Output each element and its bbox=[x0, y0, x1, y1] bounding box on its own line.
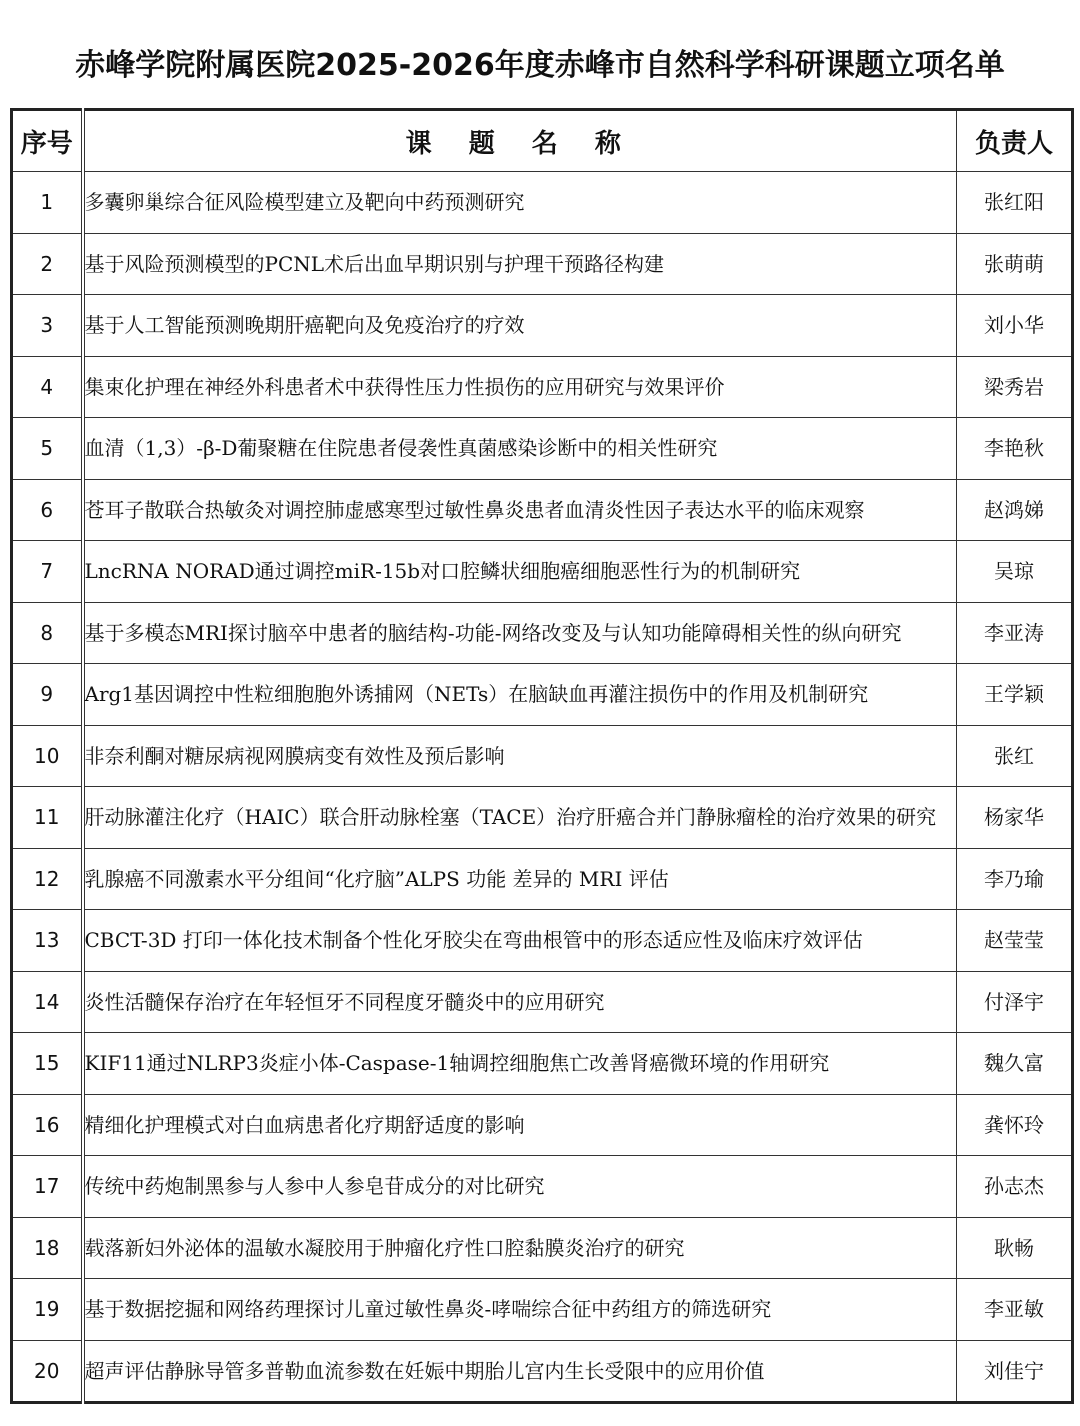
table-row bbox=[12, 1340, 1073, 1403]
row-leader: 李乃瑜 bbox=[957, 848, 1073, 910]
row-topic: 血清（1,3）-β-D葡聚糖在住院患者侵袭性真菌感染诊断中的相关性研究 bbox=[83, 418, 957, 480]
row-topic: 炎性活髓保存治疗在年轻恒牙不同程度牙髓炎中的应用研究 bbox=[83, 971, 957, 1033]
table-body bbox=[12, 172, 1073, 1403]
table-row bbox=[12, 1033, 1073, 1095]
row-topic: 多囊卵巢综合征风险模型建立及靶向中药预测研究 bbox=[83, 172, 957, 234]
row-topic: 肝动脉灌注化疗（HAIC）联合肝动脉栓塞（TACE）治疗肝癌合并门静脉瘤栓的治疗效果的研究 bbox=[83, 787, 957, 849]
row-leader: 王学颖 bbox=[957, 664, 1073, 726]
row-leader: 张红阳 bbox=[957, 172, 1073, 234]
row-leader: 吴琼 bbox=[957, 541, 1073, 603]
header-index: 序号 bbox=[12, 110, 83, 172]
row-topic: LncRNA NORAD通过调控miR-15b对口腔鳞状细胞癌细胞恶性行为的机制研究 bbox=[83, 541, 957, 603]
row-leader: 赵莹莹 bbox=[957, 910, 1073, 972]
row-leader: 李亚敏 bbox=[957, 1279, 1073, 1341]
row-leader: 魏久富 bbox=[957, 1033, 1073, 1095]
row-topic: KIF11通过NLRP3炎症小体-Caspase-1轴调控细胞焦亡改善肾癌微环境的作用研究 bbox=[83, 1033, 957, 1095]
row-topic: 基于数据挖掘和网络药理探讨儿童过敏性鼻炎-哮喘综合征中药组方的筛选研究 bbox=[83, 1279, 957, 1341]
row-topic: 精细化护理模式对白血病患者化疗期舒适度的影响 bbox=[83, 1094, 957, 1156]
row-leader: 龚怀玲 bbox=[957, 1094, 1073, 1156]
row-topic: Arg1基因调控中性粒细胞胞外诱捕网（NETs）在脑缺血再灌注损伤中的作用及机制研究 bbox=[83, 664, 957, 726]
row-leader: 张萌萌 bbox=[957, 233, 1073, 295]
row-index: 19 bbox=[12, 1279, 83, 1341]
table-row bbox=[12, 664, 1073, 726]
table-row bbox=[12, 1217, 1073, 1279]
row-index: 1 bbox=[12, 172, 83, 234]
row-leader: 梁秀岩 bbox=[957, 356, 1073, 418]
table-row bbox=[12, 1094, 1073, 1156]
row-index: 3 bbox=[12, 295, 83, 357]
row-index: 8 bbox=[12, 602, 83, 664]
row-topic: 苍耳子散联合热敏灸对调控肺虚感寒型过敏性鼻炎患者血清炎性因子表达水平的临床观察 bbox=[83, 479, 957, 541]
table-row bbox=[12, 602, 1073, 664]
row-topic: 乳腺癌不同激素水平分组间“化疗脑”ALPS 功能 差异的 MRI 评估 bbox=[83, 848, 957, 910]
row-index: 20 bbox=[12, 1340, 83, 1403]
table-row bbox=[12, 479, 1073, 541]
row-leader: 耿畅 bbox=[957, 1217, 1073, 1279]
row-leader: 刘佳宁 bbox=[957, 1340, 1073, 1403]
table-header-row bbox=[12, 110, 1073, 172]
row-leader: 付泽宇 bbox=[957, 971, 1073, 1033]
row-topic: CBCT-3D 打印一体化技术制备个性化牙胶尖在弯曲根管中的形态适应性及临床疗效评估 bbox=[83, 910, 957, 972]
row-leader: 李亚涛 bbox=[957, 602, 1073, 664]
row-topic: 基于风险预测模型的PCNL术后出血早期识别与护理干预路径构建 bbox=[83, 233, 957, 295]
row-index: 11 bbox=[12, 787, 83, 849]
row-topic: 传统中药炮制黑参与人参中人参皂苷成分的对比研究 bbox=[83, 1156, 957, 1218]
page-title: 赤峰学院附属医院2025-2026年度赤峰市自然科学科研课题立项名单 bbox=[75, 48, 1005, 83]
row-index: 17 bbox=[12, 1156, 83, 1218]
table-row bbox=[12, 233, 1073, 295]
table-row bbox=[12, 910, 1073, 972]
project-table bbox=[10, 108, 1074, 1404]
row-index: 7 bbox=[12, 541, 83, 603]
row-index: 18 bbox=[12, 1217, 83, 1279]
table-row bbox=[12, 848, 1073, 910]
row-leader: 刘小华 bbox=[957, 295, 1073, 357]
row-index: 5 bbox=[12, 418, 83, 480]
row-leader: 李艳秋 bbox=[957, 418, 1073, 480]
row-index: 14 bbox=[12, 971, 83, 1033]
row-topic: 非奈利酮对糖尿病视网膜病变有效性及预后影响 bbox=[83, 725, 957, 787]
row-index: 4 bbox=[12, 356, 83, 418]
row-leader: 杨家华 bbox=[957, 787, 1073, 849]
row-topic: 超声评估静脉导管多普勒血流参数在妊娠中期胎儿宫内生长受限中的应用价值 bbox=[83, 1340, 957, 1403]
table-row bbox=[12, 418, 1073, 480]
table-row bbox=[12, 1279, 1073, 1341]
table-row bbox=[12, 295, 1073, 357]
row-index: 10 bbox=[12, 725, 83, 787]
header-topic: 课 题 名 称 bbox=[83, 110, 957, 172]
row-index: 6 bbox=[12, 479, 83, 541]
table-row bbox=[12, 787, 1073, 849]
row-topic: 基于人工智能预测晚期肝癌靶向及免疫治疗的疗效 bbox=[83, 295, 957, 357]
table-row bbox=[12, 541, 1073, 603]
row-leader: 孙志杰 bbox=[957, 1156, 1073, 1218]
row-index: 2 bbox=[12, 233, 83, 295]
row-leader: 张红 bbox=[957, 725, 1073, 787]
row-index: 13 bbox=[12, 910, 83, 972]
header-leader: 负责人 bbox=[957, 110, 1073, 172]
table-row bbox=[12, 971, 1073, 1033]
row-index: 12 bbox=[12, 848, 83, 910]
row-topic: 基于多模态MRI探讨脑卒中患者的脑结构-功能-网络改变及与认知功能障碍相关性的纵向研究 bbox=[83, 602, 957, 664]
table-row bbox=[12, 1156, 1073, 1218]
table-row bbox=[12, 172, 1073, 234]
row-topic: 集束化护理在神经外科患者术中获得性压力性损伤的应用研究与效果评价 bbox=[83, 356, 957, 418]
table-row bbox=[12, 725, 1073, 787]
row-leader: 赵鸿娣 bbox=[957, 479, 1073, 541]
row-index: 16 bbox=[12, 1094, 83, 1156]
row-index: 9 bbox=[12, 664, 83, 726]
table-row bbox=[12, 356, 1073, 418]
row-topic: 载落新妇外泌体的温敏水凝胶用于肿瘤化疗性口腔黏膜炎治疗的研究 bbox=[83, 1217, 957, 1279]
row-index: 15 bbox=[12, 1033, 83, 1095]
